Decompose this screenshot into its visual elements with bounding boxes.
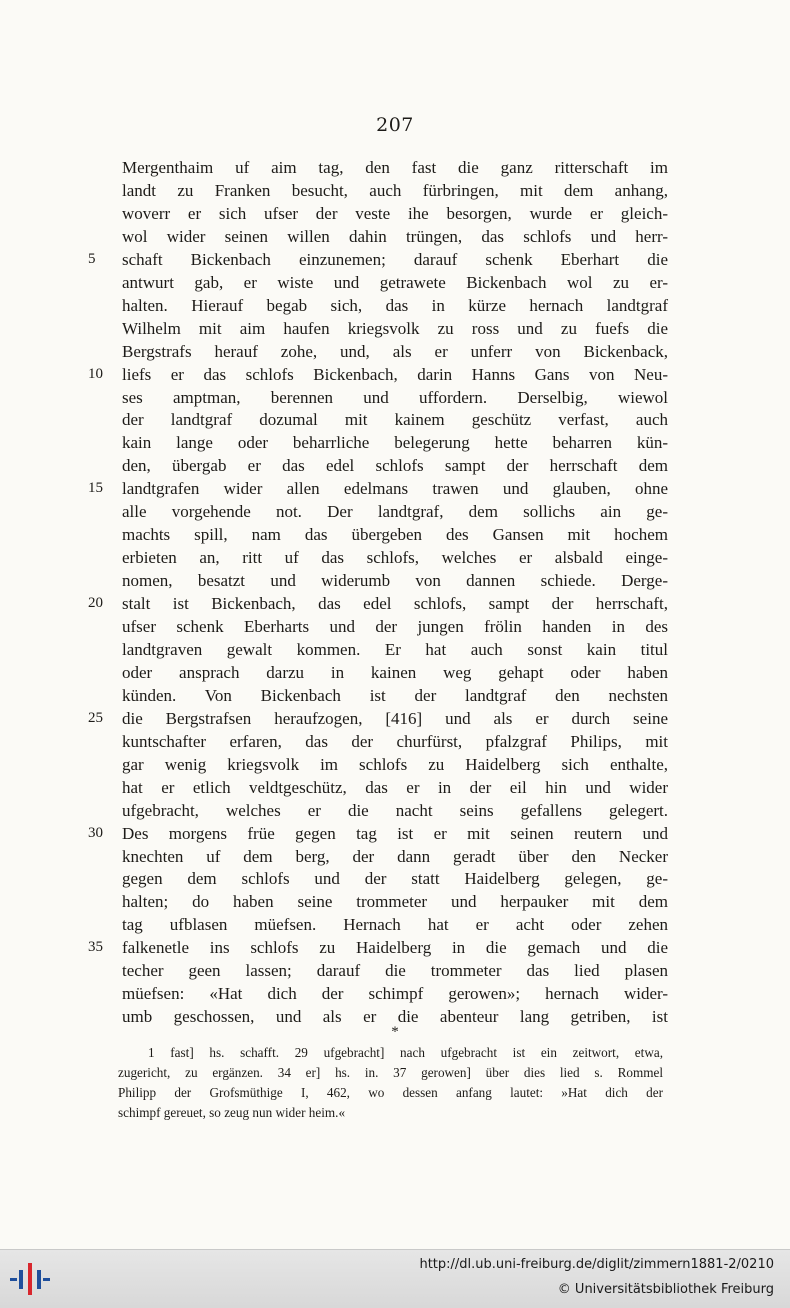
source-url-link[interactable]: http://dl.ub.uni-freiburg.de/diglit/zimmern1881-2/0210 — [419, 1257, 774, 1272]
text-line: stalt ist Bickenbach, das edel schlofs, sampt der herrschaft, — [122, 594, 668, 613]
line-number: 5 — [88, 251, 96, 267]
text-line: der landtgraf dozumal mit kainem geschütz verfast, auch — [122, 410, 668, 429]
text-line: nomen, besatzt und widerumb von dannen schiede. Derge- — [122, 571, 668, 590]
text-line: gar wenig kriegsvolk im schlofs zu Haidelberg sich enthalte, — [122, 755, 668, 774]
text-line: halten. Hierauf begab sich, das in kürze hernach landtgraf — [122, 296, 668, 315]
text-line: Wilhelm mit aim haufen kriegsvolk zu ross und zu fuefs die — [122, 319, 668, 338]
text-line: künden. Von Bickenbach ist der landtgraf den nechsten — [122, 686, 668, 705]
text-line: ufgebracht, welches er die nacht seins gefallens gelegert. — [122, 801, 668, 820]
line-number: 20 — [88, 595, 103, 611]
text-line: umb geschossen, und als er die abenteur lang getriben, ist — [122, 1007, 668, 1026]
text-line: kain lange oder beharrliche belegerung hette beharren kün- — [122, 433, 668, 452]
text-line: Des morgens früe gegen tag ist er mit seinen reutern und — [122, 824, 668, 843]
text-line: Bergstrafs herauf zohe, und, als er unferr von Bickenback, — [122, 342, 668, 361]
text-line: Mergenthaim uf aim tag, den fast die ganz ritterschaft im — [122, 158, 668, 177]
line-number: 15 — [88, 480, 103, 496]
text-line: tag ufblasen müefsen. Hernach hat er acht oder zehen — [122, 915, 668, 934]
text-line: woverr er sich ufser der veste ihe besorgen, wurde er gleich- — [122, 204, 668, 223]
text-line: liefs er das schlofs Bickenbach, darin Hanns Gans von Neu- — [122, 365, 668, 384]
footnote-line: Philipp der Grofsmüthige I, 462, wo dessen anfang lautet: »Hat dich der — [118, 1085, 663, 1100]
text-line: landtgraven gewalt kommen. Er hat auch sonst kain titul — [122, 640, 668, 659]
line-number: 10 — [88, 366, 103, 382]
text-line: oder ansprach darzu in kainen weg gehapt oder haben — [122, 663, 668, 682]
text-line: die Bergstrafsen heraufzogen, [416] und als er durch seine — [122, 709, 668, 728]
text-line: müefsen: «Hat dich der schimpf gerowen»; hernach wider- — [122, 984, 668, 1003]
line-number: 35 — [88, 939, 103, 955]
text-line: ufser schenk Eberharts und der jungen frölin handen in des — [122, 617, 668, 636]
footnote-line: 1 fast] hs. schafft. 29 ufgebracht] nach ufgebracht ist ein zeitwort, etwa, — [148, 1045, 663, 1060]
text-line: techer geen lassen; darauf die trommeter das lied plasen — [122, 961, 668, 980]
footnote-line: zugericht, zu ergänzen. 34 er] hs. in. 37 gerowen] über dies lied s. Rommel — [118, 1065, 663, 1080]
page-number: 207 — [376, 114, 414, 136]
copyright-text: © Universitätsbibliothek Freiburg — [557, 1282, 774, 1297]
signature-mark: * — [391, 1024, 399, 1040]
text-line: ses amptman, berennen und uffordern. Derselbig, wiewol — [122, 388, 668, 407]
text-line: knechten uf dem berg, der dann geradt über den Necker — [122, 847, 668, 866]
line-number: 25 — [88, 710, 103, 726]
text-line: wol wider seinen willen dahin trüngen, das schlofs und herr- — [122, 227, 668, 246]
text-line: antwurt gab, er wiste und getrawete Bickenbach wol zu er- — [122, 273, 668, 292]
footnote-line: schimpf gereuet, so zeug nun wider heim.« — [118, 1105, 346, 1120]
ub-freiburg-logo-icon[interactable] — [10, 1261, 50, 1297]
text-line: alle vorgehende not. Der landtgraf, dem sollichs ain ge- — [122, 502, 668, 521]
text-line: machts spill, nam das übergeben des Gansen mit hochem — [122, 525, 668, 544]
line-number: 30 — [88, 825, 103, 841]
text-line: falkenetle ins schlofs zu Haidelberg in die gemach und die — [122, 938, 668, 957]
text-line: hat er etlich veldtgeschütz, das er in der eil hin und wider — [122, 778, 668, 797]
footer-bar — [0, 1249, 790, 1308]
text-line: halten; do haben seine trommeter und herpauker mit dem — [122, 892, 668, 911]
text-line: gegen dem schlofs und der statt Haidelberg gelegen, ge- — [122, 869, 668, 888]
text-line: schaft Bickenbach einzunemen; darauf schenk Eberhart die — [122, 250, 668, 269]
text-line: kuntschafter erfaren, das der churfürst, pfalzgraf Philips, mit — [122, 732, 668, 751]
text-line: landtgrafen wider allen edelmans trawen und glauben, ohne — [122, 479, 668, 498]
text-line: landt zu Franken besucht, auch fürbringen, mit dem anhang, — [122, 181, 668, 200]
text-line: erbieten an, ritt uf das schlofs, welches er alsbald einge- — [122, 548, 668, 567]
text-line: den, übergab er das edel schlofs sampt der herrschaft dem — [122, 456, 668, 475]
